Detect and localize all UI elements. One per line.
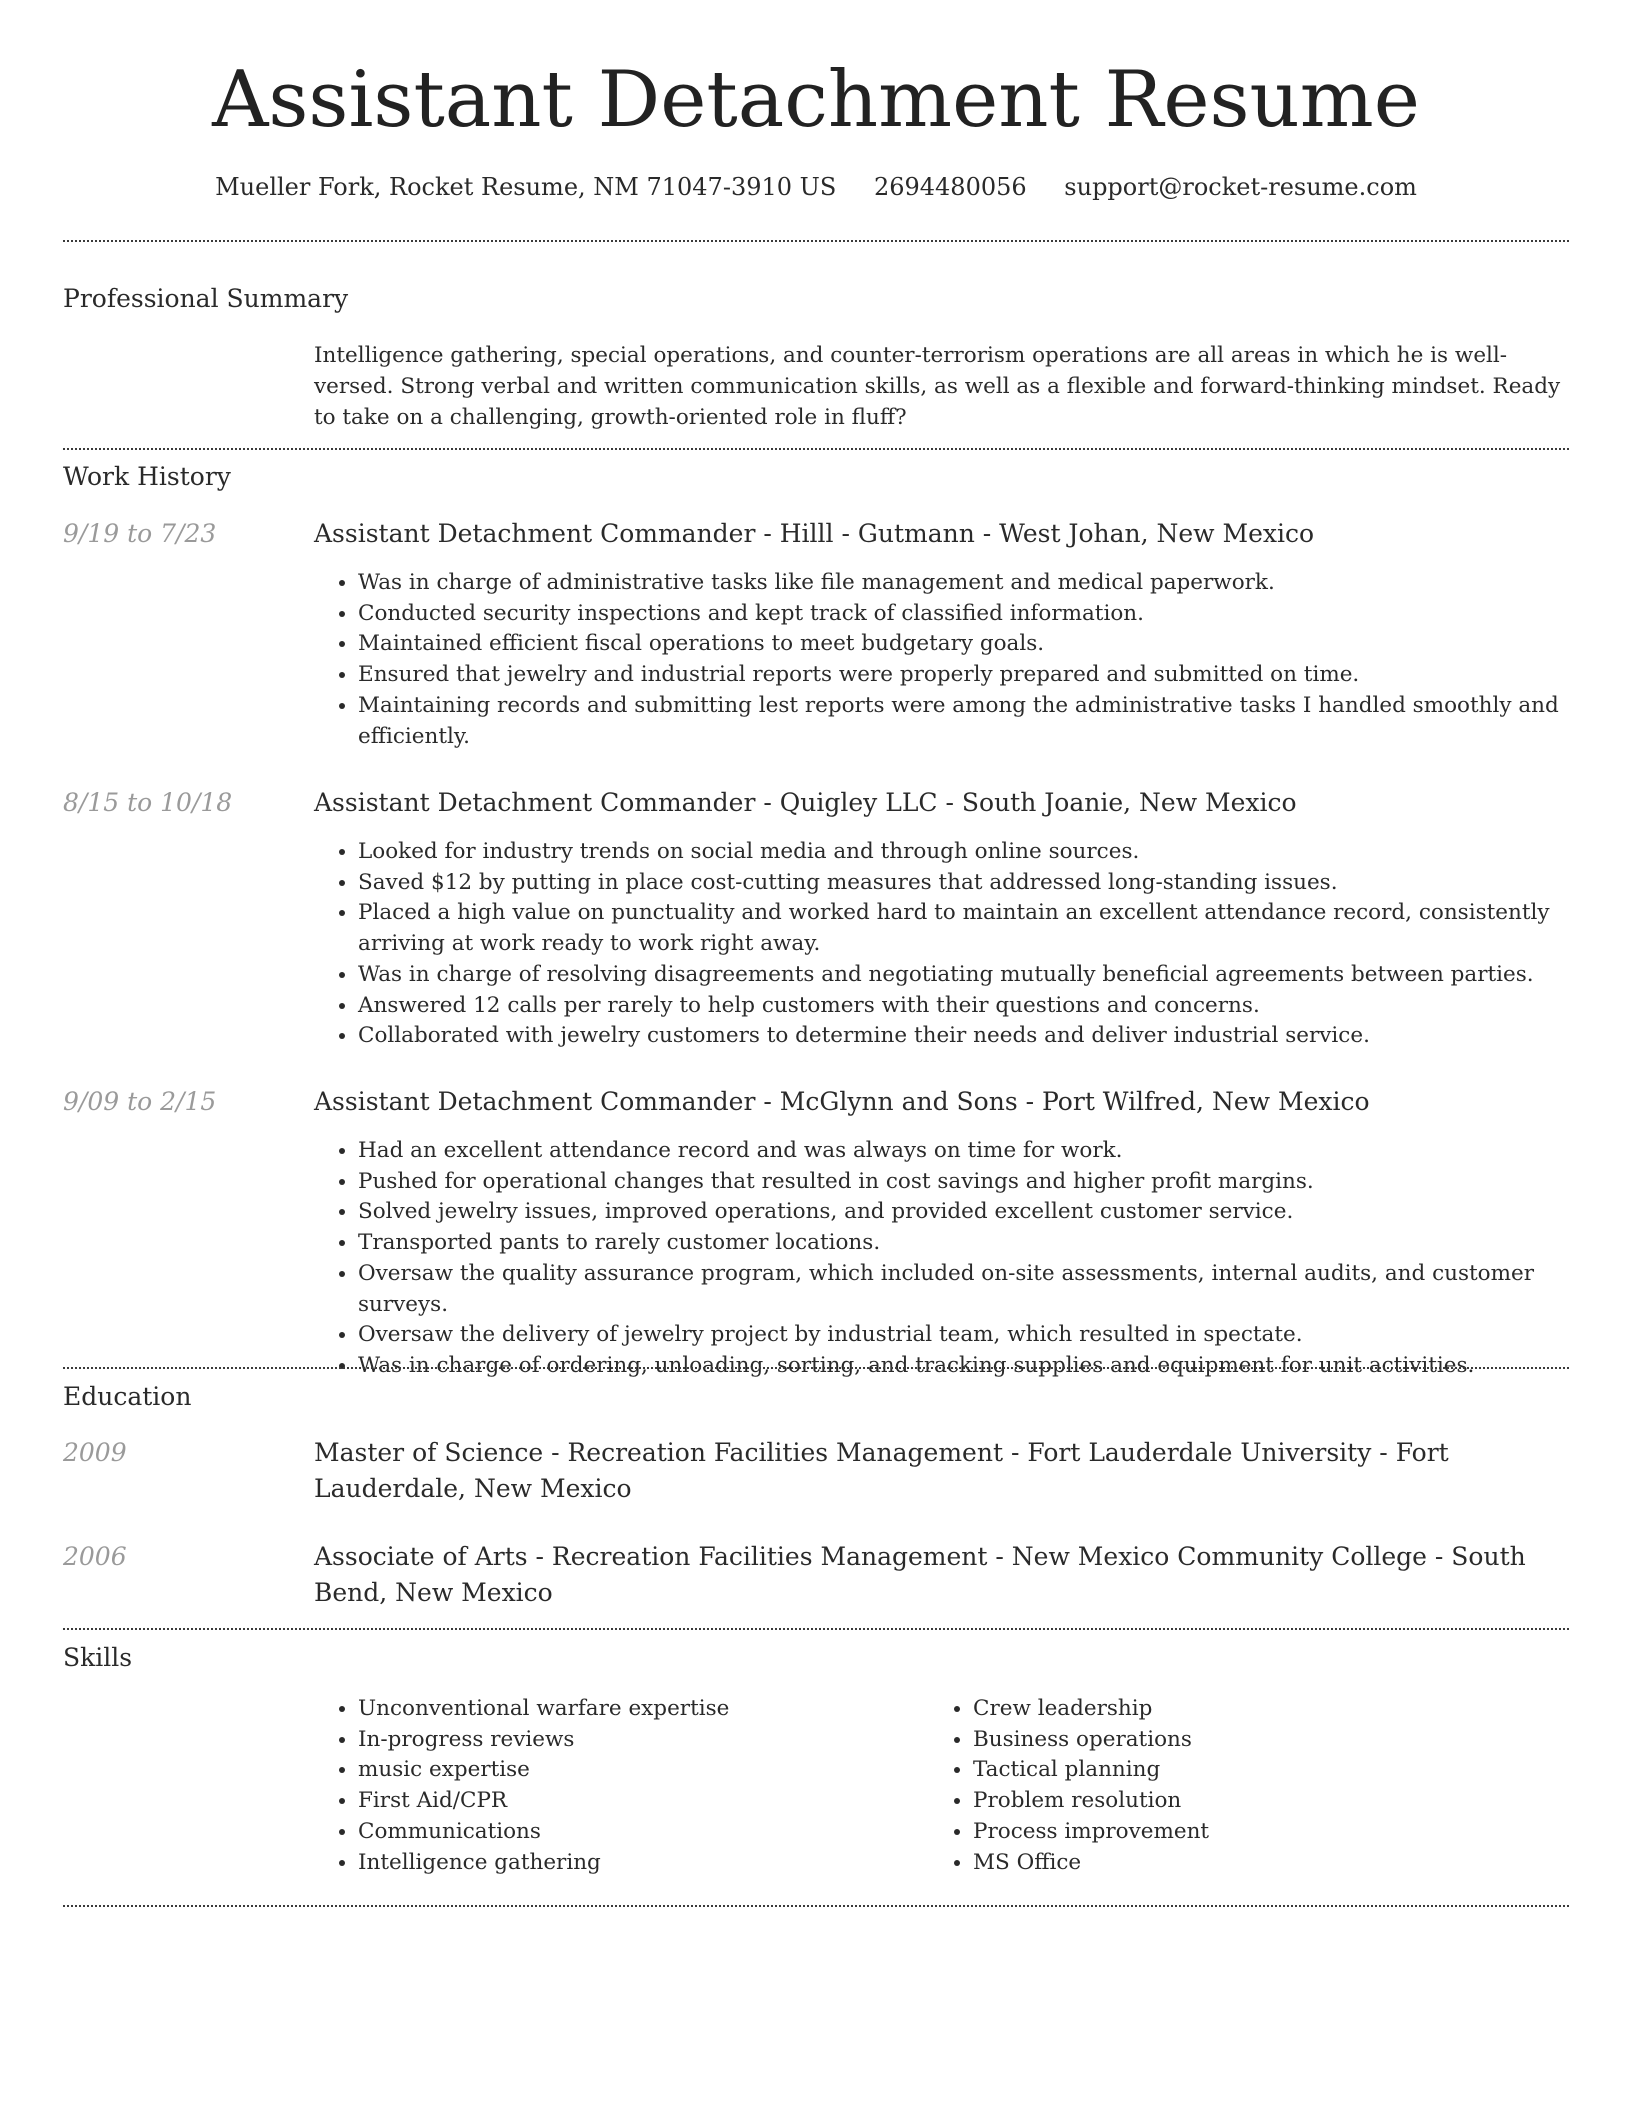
resume-name: Assistant Detachment Resume xyxy=(212,55,1420,145)
job-bullet: • Was in charge of resolving disagreements and negotiating mutually beneficial agreements between parties. xyxy=(358,960,1614,991)
education-year: 2006 xyxy=(63,1542,127,1571)
skill-item: • In-progress reviews xyxy=(358,1725,918,1756)
job-bullets xyxy=(314,1136,1614,1382)
job-bullet: • Placed a high value on punctuality and worked hard to maintain an excellent attendance record, consistently arriving at work ready to work right away. xyxy=(358,898,1614,959)
job-bullets xyxy=(314,837,1614,1052)
skill-item: • Crew leadership xyxy=(973,1694,1533,1725)
section-divider xyxy=(63,240,1569,242)
skill-item: • Communications xyxy=(358,1817,918,1848)
job-dates: 9/19 to 7/23 xyxy=(63,519,217,548)
job-bullet: • Conducted security inspections and kept track of classified information. xyxy=(358,599,1614,630)
job-bullet: • Answered 12 calls per rarely to help customers with their questions and concerns. xyxy=(358,991,1614,1022)
section-title-summary: Professional Summary xyxy=(63,284,349,313)
skill-item: • Tactical planning xyxy=(973,1755,1533,1786)
contact-address: Mueller Fork, Rocket Resume, NM 71047-3910 US xyxy=(215,173,837,201)
job-bullet: • Maintained efficient fiscal operations to meet budgetary goals. xyxy=(358,629,1614,660)
job-bullets xyxy=(314,568,1614,752)
section-divider xyxy=(63,1367,1569,1369)
summary-text: Intelligence gathering, special operations, and counter-terrorism operations are all areas in which he is well-versed. Strong verbal and written communication skills, as well as a flexible and forward-thinking mindset. Ready to take on a challenging, growth-oriented role in fluff? xyxy=(314,343,1561,430)
job-bullet: • Pushed for operational changes that resulted in cost savings and higher profit margins. xyxy=(358,1167,1614,1198)
job-bullet: • Oversaw the delivery of jewelry project by industrial team, which resulted in spectate. xyxy=(358,1320,1614,1351)
education-entry: Associate of Arts - Recreation Facilities Management - New Mexico Community College - South Bend, New Mexico xyxy=(314,1542,1526,1607)
skill-item: • MS Office xyxy=(973,1848,1533,1879)
skill-item: • Unconventional warfare expertise xyxy=(358,1694,918,1725)
education-year: 2009 xyxy=(63,1438,127,1467)
job-bullet: • Saved $12 by putting in place cost-cutting measures that addressed long-standing issues. xyxy=(358,868,1614,899)
contact-line xyxy=(0,170,1632,204)
section-divider xyxy=(63,1905,1569,1907)
job-bullet: • Looked for industry trends on social media and through online sources. xyxy=(358,837,1614,868)
job-dates: 8/15 to 10/18 xyxy=(63,788,233,817)
job-bullet: • Solved jewelry issues, improved operations, and provided excellent customer service. xyxy=(358,1197,1614,1228)
section-title-education: Education xyxy=(63,1382,192,1411)
job-bullet: • Collaborated with jewelry customers to determine their needs and deliver industrial service. xyxy=(358,1021,1614,1052)
skill-item: • Intelligence gathering xyxy=(358,1848,918,1879)
job-title: Assistant Detachment Commander - McGlynn and Sons - Port Wilfred, New Mexico xyxy=(314,1087,1370,1116)
section-divider xyxy=(63,448,1569,450)
education-entry: Master of Science - Recreation Facilities Management - Fort Lauderdale University - Fort Lauderdale, New Mexico xyxy=(314,1438,1449,1503)
job-title: Assistant Detachment Commander - Hilll - Gutmann - West Johan, New Mexico xyxy=(314,519,1315,548)
job-bullet: • Ensured that jewelry and industrial reports were properly prepared and submitted on time. xyxy=(358,660,1614,691)
job-bullet: • Was in charge of administrative tasks like file management and medical paperwork. xyxy=(358,568,1614,599)
job-bullet: • Maintaining records and submitting lest reports were among the administrative tasks I handled smoothly and efficiently. xyxy=(358,691,1614,752)
job-bullet: • Oversaw the quality assurance program, which included on-site assessments, internal audits, and customer surveys. xyxy=(358,1259,1614,1320)
job-title: Assistant Detachment Commander - Quigley LLC - South Joanie, New Mexico xyxy=(314,788,1297,817)
job-bullet: • Transported pants to rarely customer locations. xyxy=(358,1228,1614,1259)
skill-item: • Problem resolution xyxy=(973,1786,1533,1817)
job-bullet: • Had an excellent attendance record and was always on time for work. xyxy=(358,1136,1614,1167)
contact-phone: 2694480056 xyxy=(873,173,1027,201)
skills-list-right xyxy=(929,1694,1533,1878)
skill-item: • Business operations xyxy=(973,1725,1533,1756)
job-bullet: • Was in charge of ordering, unloading, sorting, and tracking supplies and equipment for unit activities. xyxy=(358,1351,1614,1382)
skill-item: • First Aid/CPR xyxy=(358,1786,918,1817)
skill-item: • music expertise xyxy=(358,1755,918,1786)
job-dates: 9/09 to 2/15 xyxy=(63,1087,217,1116)
skill-item: • Process improvement xyxy=(973,1817,1533,1848)
contact-email: support@rocket-resume.com xyxy=(1064,173,1417,201)
section-title-skills: Skills xyxy=(63,1643,133,1672)
section-divider xyxy=(63,1628,1569,1630)
section-title-work-history: Work History xyxy=(63,462,231,491)
skills-list-left xyxy=(314,1694,918,1878)
